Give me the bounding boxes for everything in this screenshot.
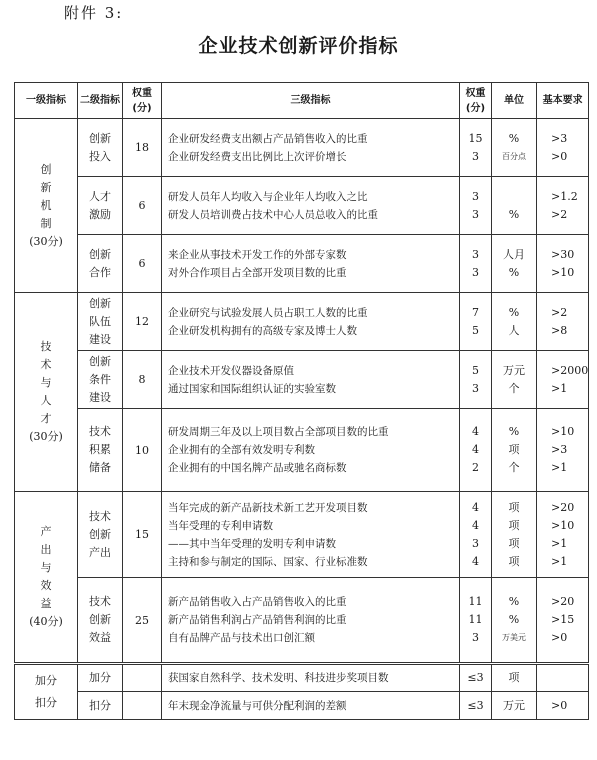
indicator-weight: 3 xyxy=(472,265,479,279)
indicator-unit: % xyxy=(508,131,520,145)
level3-requirements xyxy=(537,119,589,177)
level2-weight: 8 xyxy=(123,351,162,409)
indicator-weight: 11 xyxy=(468,613,483,626)
level2-weight xyxy=(123,664,162,692)
level3-units xyxy=(492,235,537,293)
indicator-text: 对外合作项目占全部开发项目数的比重 xyxy=(168,266,347,279)
indicator-unit: 万元 xyxy=(503,363,525,377)
indicator-weight: 3 xyxy=(472,189,479,203)
indicator-unit: 项 xyxy=(508,443,520,456)
indicator-text: 企业研发经费支出额占产品销售收入的比重 xyxy=(168,132,368,145)
indicator-weight: 3 xyxy=(472,631,479,644)
indicator-requirement xyxy=(537,669,588,687)
indicator-weight: 2 xyxy=(472,461,479,474)
table-row xyxy=(15,351,589,409)
indicator-text: 企业研究与试验发展人员占职工人数的比重 xyxy=(168,306,368,319)
indicator-weight: 5 xyxy=(472,323,479,337)
indicator-weight: 3 xyxy=(472,247,479,261)
table-row xyxy=(15,293,589,351)
level3-weights xyxy=(460,664,492,692)
level2-weight: 12 xyxy=(123,293,162,351)
indicator-requirement: >1 xyxy=(551,554,568,568)
indicator-text: 年末现金净流量与可供分配利润的差额 xyxy=(168,699,347,712)
table-row xyxy=(15,692,589,720)
indicator-weight: 5 xyxy=(472,363,479,377)
indicator-text: 自有品牌产品与技术出口创汇额 xyxy=(168,632,315,644)
level2-cell: 扣分 xyxy=(78,692,123,720)
table-row xyxy=(15,409,589,492)
indicator-requirement: >1 xyxy=(551,461,568,474)
level1-cell: 产 出 与 效 益 (40分) xyxy=(15,492,78,664)
indicator-requirement: >10 xyxy=(551,425,575,438)
indicator-weight: 4 xyxy=(472,554,479,568)
level2-cell: 加分 xyxy=(78,664,123,692)
indicator-requirement: >30 xyxy=(551,247,575,261)
indicator-requirement: >15 xyxy=(551,613,575,626)
indicator-requirement: >1 xyxy=(551,536,568,550)
header-unit: 单位 xyxy=(492,83,537,119)
level2-cell: 创新 条件 建设 xyxy=(78,351,123,409)
level3-items xyxy=(162,578,460,664)
level3-units xyxy=(492,119,537,177)
indicator-weight: 11 xyxy=(468,595,483,608)
indicator-requirement: >3 xyxy=(551,443,568,456)
level3-requirements xyxy=(537,492,589,578)
indicator-requirement: >3 xyxy=(551,131,568,145)
level3-items xyxy=(162,119,460,177)
indicator-text: 企业研发机构拥有的高级专家及博士人数 xyxy=(168,324,357,337)
indicator-weight: ≤3 xyxy=(467,671,484,684)
indicator-unit: 人月 xyxy=(503,247,525,261)
table-row xyxy=(15,119,589,177)
level3-units xyxy=(492,351,537,409)
indicator-text: 来企业从事技术开发工作的外部专家数 xyxy=(168,248,347,261)
level2-cell: 创新 投入 xyxy=(78,119,123,177)
indicator-text: 主持和参与制定的国际、国家、行业标准数 xyxy=(168,555,368,568)
level2-cell: 技术 创新 产出 xyxy=(78,492,123,578)
indicator-requirement: >20 xyxy=(551,500,575,514)
level2-cell: 创新 队伍 建设 xyxy=(78,293,123,351)
header-level3: 三级指标 xyxy=(162,83,460,119)
level3-units xyxy=(492,177,537,235)
level3-weights xyxy=(460,351,492,409)
indicator-weight: ≤3 xyxy=(467,698,484,712)
indicator-text: 企业研发经费支出比例比上次评价增长 xyxy=(168,150,347,163)
table-row xyxy=(15,578,589,664)
table-header-row xyxy=(15,83,589,119)
table-row xyxy=(15,664,589,692)
level2-weight xyxy=(123,692,162,720)
indicator-text: 获国家自然科学、技术发明、科技进步奖项目数 xyxy=(168,672,389,684)
indicator-requirement: >0 xyxy=(551,149,568,163)
level3-weights xyxy=(460,492,492,578)
level3-weights xyxy=(460,293,492,351)
indicator-unit xyxy=(492,188,536,206)
indicator-text: 企业拥有的中国名牌产品或驰名商标数 xyxy=(168,462,347,474)
header-requirement: 基本要求 xyxy=(537,83,589,119)
indicator-requirement: >8 xyxy=(551,323,568,337)
level3-requirements xyxy=(537,578,589,664)
level3-weights xyxy=(460,177,492,235)
indicator-text: 企业技术开发仪器设备原值 xyxy=(168,364,294,377)
indicator-table xyxy=(14,82,589,720)
table-row xyxy=(15,235,589,293)
attachment-label: 附件 3: xyxy=(64,4,124,22)
level3-requirements xyxy=(537,664,589,692)
level3-weights xyxy=(460,235,492,293)
indicator-unit: 项 xyxy=(508,518,520,532)
table-row xyxy=(15,177,589,235)
level2-cell: 技术 积累 储备 xyxy=(78,409,123,492)
indicator-text: 研发周期三年及以上项目数占全部项目数的比重 xyxy=(168,426,389,438)
level3-items xyxy=(162,492,460,578)
level3-items xyxy=(162,293,460,351)
indicator-text: 研发人员培训费占技术中心人员总收入的比重 xyxy=(168,208,378,221)
level1-cell: 技 术 与 人 才 (30分) xyxy=(15,293,78,492)
table-row xyxy=(15,492,589,578)
level3-requirements xyxy=(537,235,589,293)
level2-weight: 6 xyxy=(123,235,162,293)
level3-requirements xyxy=(537,351,589,409)
indicator-weight: 15 xyxy=(468,131,483,145)
indicator-unit: 万美元 xyxy=(502,633,526,642)
level3-weights xyxy=(460,409,492,492)
indicator-unit: 个 xyxy=(508,381,520,395)
indicator-weight: 4 xyxy=(472,518,479,532)
indicator-weight: 4 xyxy=(472,443,479,456)
indicator-text: 当年完成的新产品新技术新工艺开发项目数 xyxy=(168,501,368,514)
indicator-requirement: >0 xyxy=(551,698,568,712)
indicator-text: 新产品销售收入占产品销售收入的比重 xyxy=(168,596,347,608)
level2-cell: 人才 激励 xyxy=(78,177,123,235)
indicator-weight: 4 xyxy=(472,500,479,514)
indicator-requirement: >2000 xyxy=(551,363,589,377)
level2-cell: 技术 创新 效益 xyxy=(78,578,123,664)
level3-units xyxy=(492,409,537,492)
level1-cell: 创 新 机 制 (30分) xyxy=(15,119,78,293)
indicator-unit: 项 xyxy=(508,536,520,550)
indicator-requirement: >1 xyxy=(551,381,568,395)
indicator-unit: 百分点 xyxy=(502,151,526,161)
indicator-requirement: >0 xyxy=(551,631,568,644)
indicator-unit: % xyxy=(508,425,520,438)
level2-weight: 25 xyxy=(123,578,162,664)
indicator-weight: 3 xyxy=(472,149,479,163)
header-weight3: 权重(分) xyxy=(460,83,492,119)
indicator-unit: 项 xyxy=(508,671,520,684)
indicator-unit: 个 xyxy=(508,461,520,474)
indicator-text: 企业拥有的全部有效发明专利数 xyxy=(168,444,315,456)
level3-requirements xyxy=(537,692,589,720)
indicator-unit: % xyxy=(508,613,520,626)
header-weight2: 权重(分) xyxy=(123,83,162,119)
level3-weights xyxy=(460,119,492,177)
level2-weight: 18 xyxy=(123,119,162,177)
level2-weight: 6 xyxy=(123,177,162,235)
level3-units xyxy=(492,578,537,664)
level1-cell: 加分 扣分 xyxy=(15,664,78,720)
level3-items xyxy=(162,235,460,293)
indicator-requirement: >20 xyxy=(551,595,575,608)
indicator-weight: 7 xyxy=(472,305,479,319)
indicator-unit: 项 xyxy=(508,500,520,514)
level2-weight: 10 xyxy=(123,409,162,492)
level3-units xyxy=(492,664,537,692)
level3-items xyxy=(162,351,460,409)
page-title: 企业技术创新评价指标 xyxy=(198,35,399,57)
indicator-weight: 3 xyxy=(472,381,479,395)
header-level1: 一级指标 xyxy=(15,83,78,119)
indicator-unit: % xyxy=(508,207,520,221)
indicator-text: 研发人员年人均收入与企业年人均收入之比 xyxy=(168,190,368,203)
indicator-weight: 3 xyxy=(472,207,479,221)
indicator-unit: % xyxy=(508,265,520,279)
indicator-requirement: >2 xyxy=(551,207,568,221)
indicator-unit: 项 xyxy=(508,554,520,568)
indicator-requirement: >10 xyxy=(551,265,575,279)
indicator-requirement: >2 xyxy=(551,305,568,319)
indicator-text: 新产品销售利润占产品销售利润的比重 xyxy=(168,614,347,626)
level3-units xyxy=(492,492,537,578)
level3-requirements xyxy=(537,409,589,492)
level2-cell: 创新 合作 xyxy=(78,235,123,293)
indicator-requirement: >1.2 xyxy=(551,189,578,203)
level3-items xyxy=(162,177,460,235)
level3-items xyxy=(162,409,460,492)
indicator-weight: 4 xyxy=(472,425,479,438)
level3-requirements xyxy=(537,293,589,351)
level3-items xyxy=(162,664,460,692)
level3-units xyxy=(492,692,537,720)
level2-weight: 15 xyxy=(123,492,162,578)
indicator-text: ——其中当年受理的发明专利申请数 xyxy=(168,537,336,550)
indicator-unit: 人 xyxy=(508,323,520,337)
level3-weights xyxy=(460,578,492,664)
indicator-weight: 3 xyxy=(472,536,479,550)
indicator-unit: % xyxy=(508,595,520,608)
header-level2: 二级指标 xyxy=(78,83,123,119)
indicator-requirement: >10 xyxy=(551,518,575,532)
indicator-text: 当年受理的专利申请数 xyxy=(168,519,273,532)
level3-requirements xyxy=(537,177,589,235)
indicator-unit: 万元 xyxy=(503,698,525,712)
level3-weights xyxy=(460,692,492,720)
indicator-text: 通过国家和国际组织认证的实验室数 xyxy=(168,382,336,395)
level3-units xyxy=(492,293,537,351)
indicator-unit: % xyxy=(508,305,520,319)
level3-items xyxy=(162,692,460,720)
